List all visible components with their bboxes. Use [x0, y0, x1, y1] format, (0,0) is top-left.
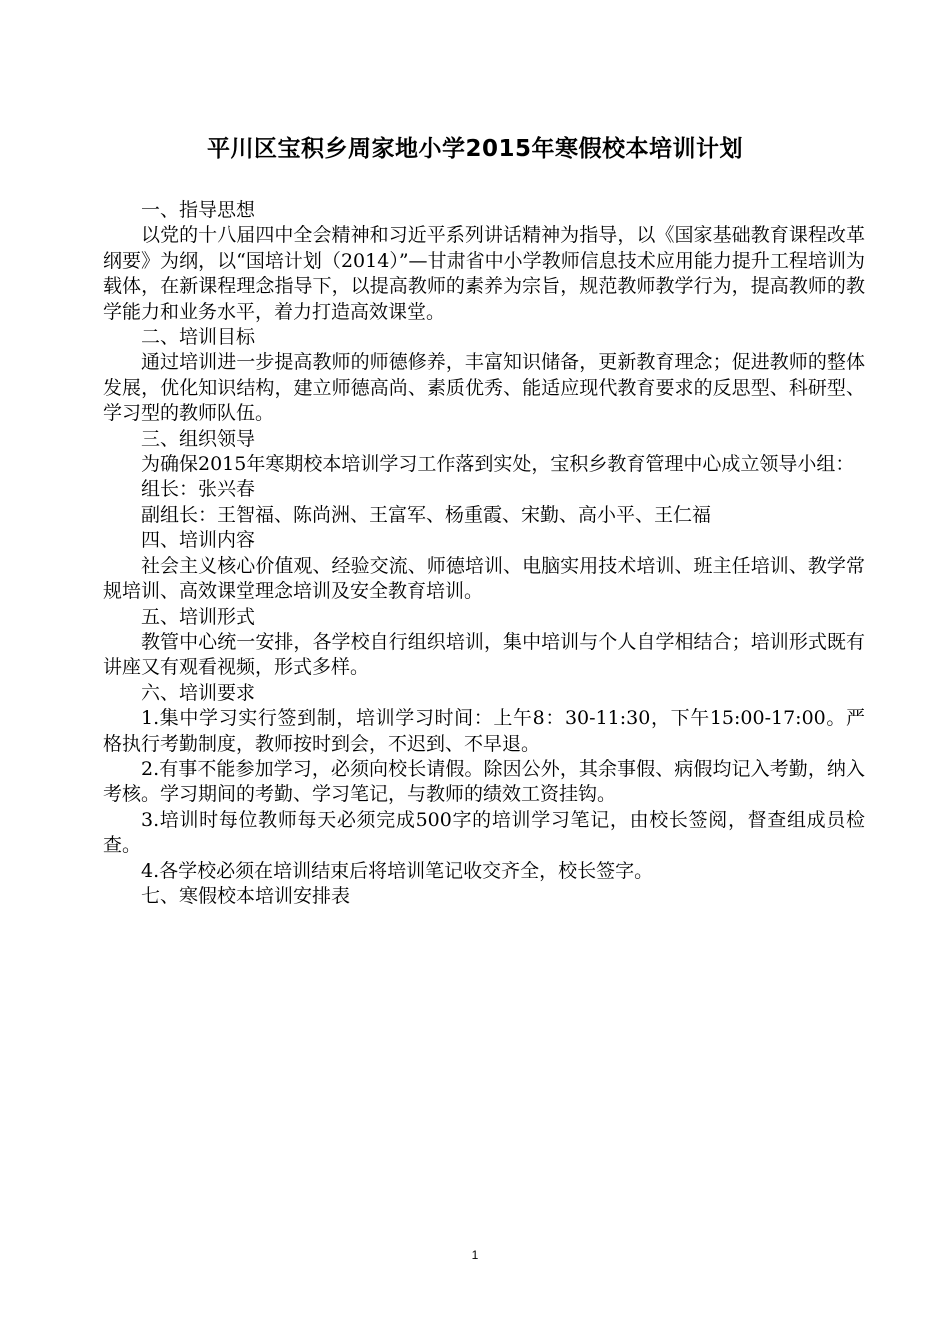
section-heading: 二、培训目标: [141, 326, 256, 349]
section-heading: 七、寒假校本培训安排表: [141, 884, 351, 907]
requirement-item: 2.有事不能参加学习，必须向校长请假。除因公外，其余事假、病假均记入考勤，纳入考核。学习期间的考勤、学习笔记，与教师的绩效工资挂钩。: [103, 757, 865, 806]
paragraph: 社会主义核心价值观、经验交流、师德培训、电脑实用技术培训、班主任培训、教学常规培训、高效课堂理念培训及安全教育培训。: [103, 554, 865, 603]
section-heading: 三、组织领导: [141, 427, 256, 450]
document-title: 平川区宝积乡周家地小学2015年寒假校本培训计划: [206, 136, 743, 162]
requirement-item: 3.培训时每位教师每天必须完成500字的培训学习笔记，由校长签阅，督查组成员检查。: [103, 808, 865, 857]
deputy-leaders-line: 副组长：王智福、陈尚洲、王富军、杨重霞、宋勤、高小平、王仁福: [141, 503, 712, 526]
paragraph: 为确保2015年寒期校本培训学习工作落到实处，宝积乡教育管理中心成立领导小组：: [141, 453, 855, 476]
paragraph: 以党的十八届四中全会精神和习近平系列讲话精神为指导，以《国家基础教育课程改革纲要》为纲，以“国培计划（2014）”—甘肃省中小学教师信息技术应用能力提升工程培训为载体，在新课程理念指导下，以提高教师的素养为宗旨，规范教师教学行为，提高教师的教学能力和业务水平，着力打造高效课堂。: [103, 224, 865, 323]
leader-line: 组长：张兴春: [141, 478, 256, 501]
paragraph: 通过培训进一步提高教师的师德修养，丰富知识储备，更新教育理念；促进教师的整体发展，优化知识结构，建立师德高尚、素质优秀、能适应现代教育要求的反思型、科研型、学习型的教师队伍。: [103, 351, 865, 425]
section-heading: 六、培训要求: [141, 681, 256, 704]
section-heading: 五、培训形式: [141, 605, 256, 628]
section-heading: 四、培训内容: [141, 529, 256, 552]
requirement-item: 1.集中学习实行签到制，培训学习时间：上午8：30-11:30，下午15:00-17:00。严格执行考勤制度，教师按时到会，不迟到、不早退。: [103, 707, 865, 755]
document-body: [103, 198, 865, 909]
paragraph: 教管中心统一安排，各学校自行组织培训，集中培训与个人自学相结合；培训形式既有讲座又有观看视频，形式多样。: [103, 630, 865, 679]
page-number: 1: [471, 1248, 479, 1262]
requirement-item: 4.各学校必须在培训结束后将培训笔记收交齐全，校长签字。: [141, 859, 654, 882]
section-heading: 一、指导思想: [141, 199, 256, 221]
